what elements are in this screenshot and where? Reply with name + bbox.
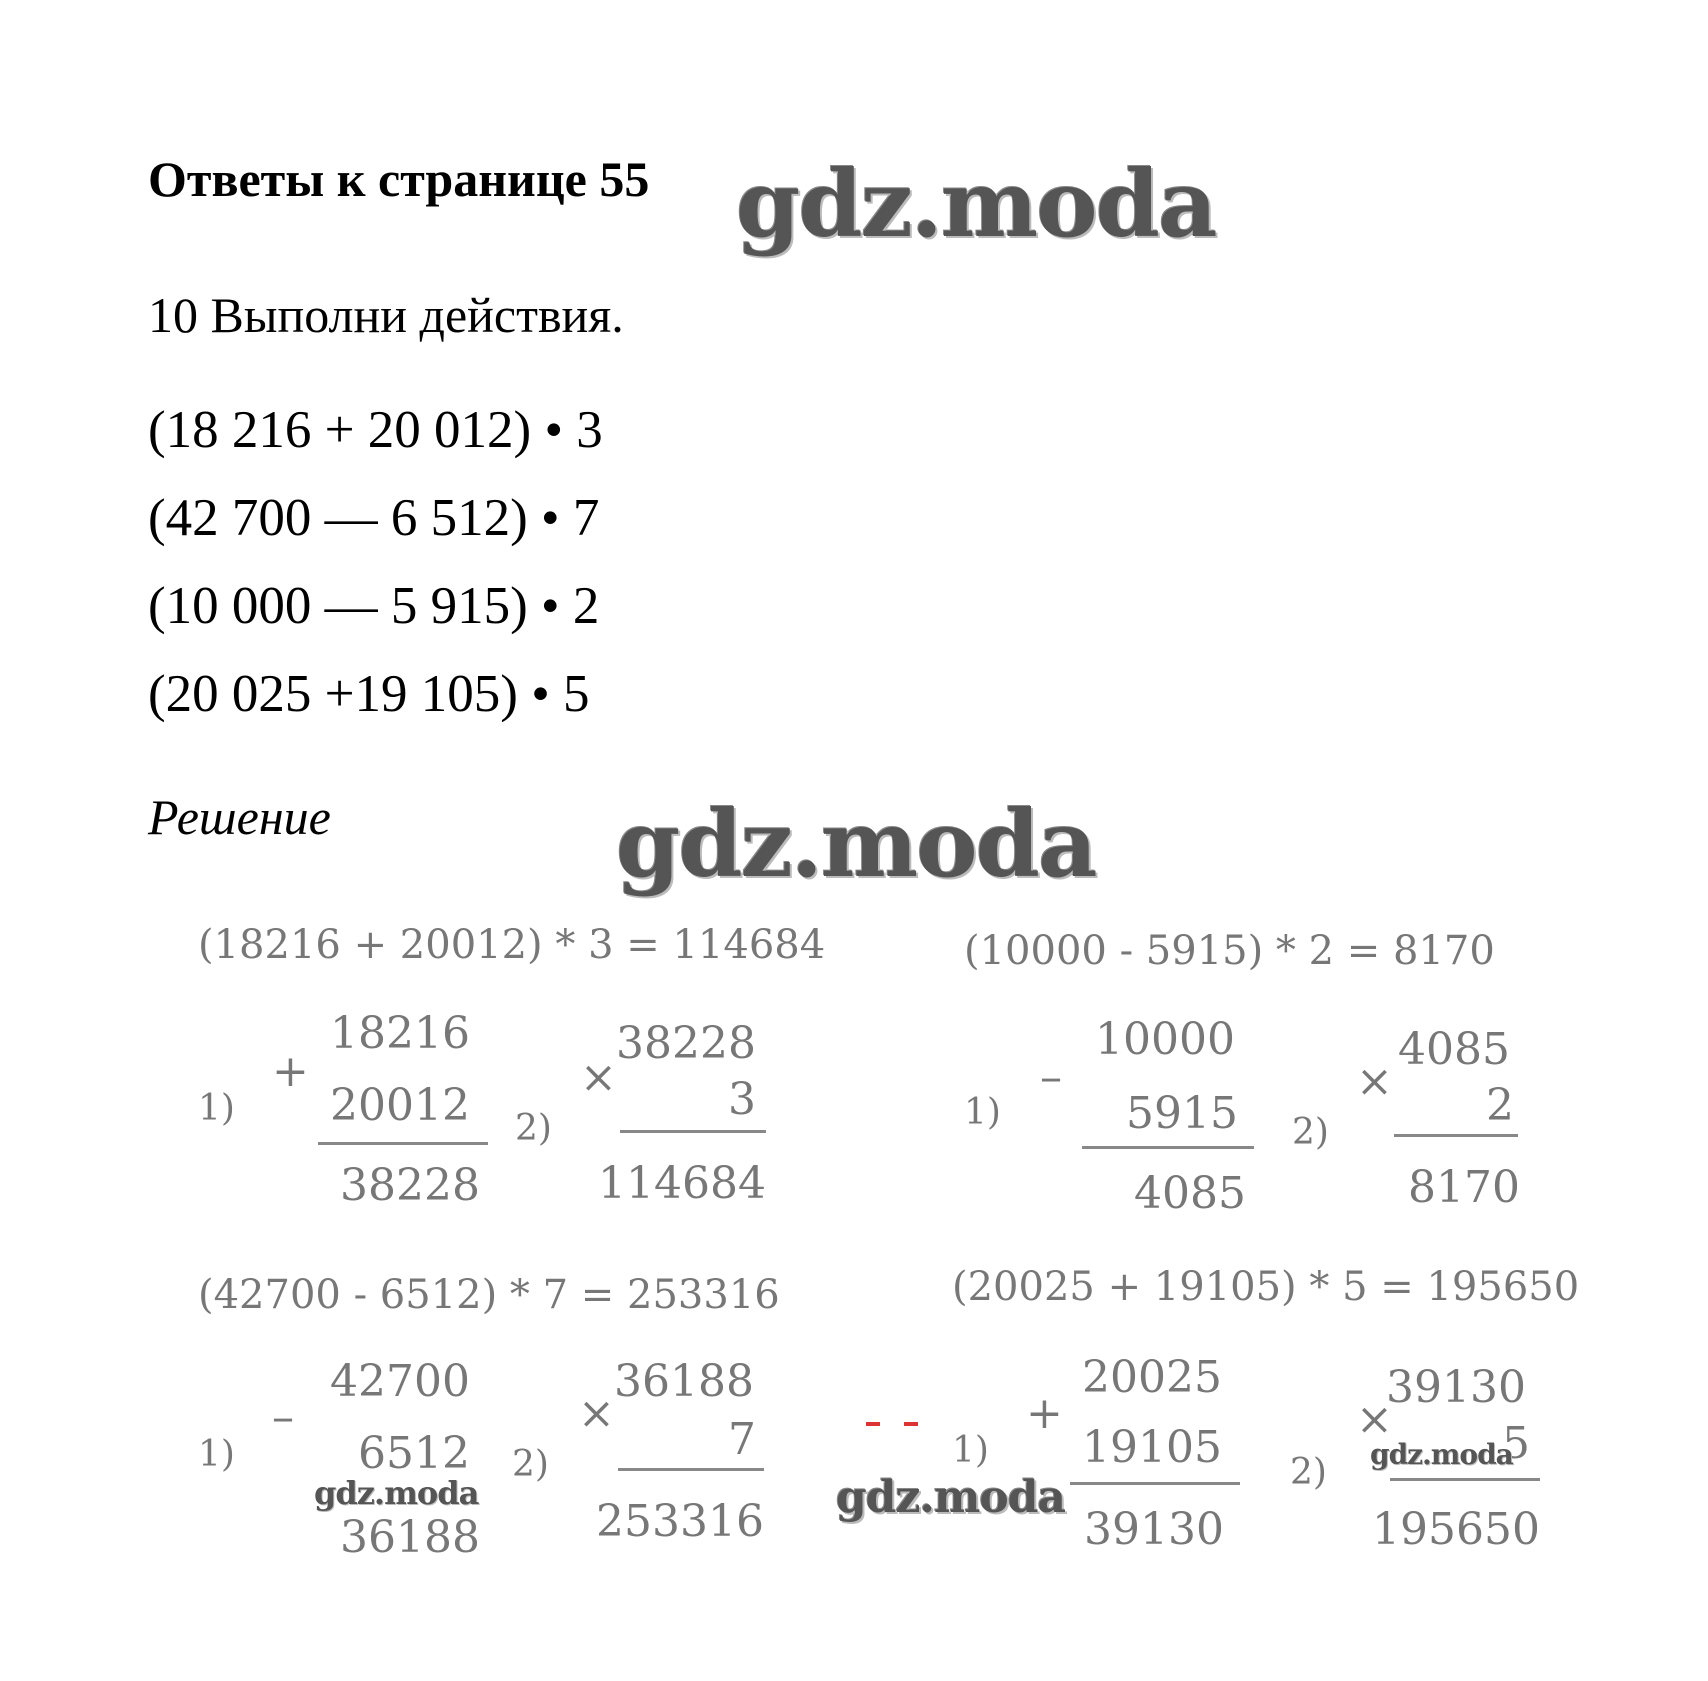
product-line (620, 1130, 766, 1133)
expression-1: (18 216 + 20 012) • 3 (148, 401, 603, 459)
operand-bottom: 6512 (358, 1428, 470, 1479)
operand-bottom: 5 (1502, 1418, 1530, 1469)
step-label: 1) (964, 1092, 1001, 1133)
operand-top: 42700 (330, 1356, 470, 1407)
expression-3: (10 000 — 5 915) • 2 (148, 577, 600, 635)
product-line (1394, 1134, 1518, 1137)
result: 253316 (596, 1496, 764, 1547)
times-sign: × (580, 1052, 617, 1103)
watermark-logo: gdz.moda (616, 790, 1096, 898)
red-mark (866, 1422, 880, 1426)
watermark-logo: gdz.moda (836, 1472, 1066, 1523)
result: 114684 (598, 1158, 766, 1209)
result: 38228 (340, 1160, 480, 1211)
step-label: 1) (952, 1430, 989, 1471)
operand-bottom: 20012 (330, 1080, 470, 1131)
step-label: 2) (512, 1444, 549, 1485)
times-sign: × (578, 1388, 615, 1439)
page-title: Ответы к странице 55 (148, 151, 650, 207)
operand-top: 20025 (1082, 1352, 1222, 1403)
operand-bottom: 3 (728, 1074, 756, 1125)
equation-line: (18216 + 20012) * 3 = 114684 (198, 922, 826, 968)
operand-bottom: 7 (728, 1414, 756, 1465)
operand-top: 36188 (614, 1356, 754, 1407)
operand-bottom: 2 (1486, 1080, 1514, 1131)
solution-label: Решение (148, 789, 331, 845)
step-label: 1) (198, 1088, 235, 1129)
result: 39130 (1084, 1504, 1224, 1555)
watermark-logo: gdz.moda (314, 1474, 479, 1512)
equation-line: (10000 - 5915) * 2 = 8170 (964, 928, 1495, 974)
operand-top: 10000 (1095, 1014, 1235, 1065)
step-label: 2) (515, 1108, 552, 1149)
result: 195650 (1372, 1504, 1540, 1555)
minus-sign: – (272, 1392, 294, 1443)
times-sign: × (1356, 1394, 1393, 1445)
expression-2: (42 700 — 6 512) • 7 (148, 489, 600, 547)
watermark-logo: gdz.moda (1370, 1438, 1513, 1471)
operand-bottom: 5915 (1126, 1088, 1238, 1139)
task-statement: 10 Выполни действия. (148, 287, 624, 343)
result: 4085 (1134, 1168, 1246, 1219)
watermark-logo: gdz.moda (736, 150, 1216, 258)
plus-sign: + (272, 1046, 309, 1097)
equation-line: (20025 + 19105) * 5 = 195650 (952, 1264, 1580, 1310)
plus-sign: + (1026, 1388, 1063, 1439)
product-line (1390, 1478, 1540, 1481)
operand-top: 39130 (1386, 1362, 1526, 1413)
times-sign: × (1356, 1056, 1393, 1107)
product-line (618, 1468, 764, 1471)
step-label: 1) (198, 1434, 235, 1475)
step-label: 2) (1292, 1112, 1329, 1153)
operand-top: 4085 (1398, 1024, 1510, 1075)
red-mark (904, 1422, 918, 1426)
sum-line (1070, 1482, 1240, 1485)
operand-top: 38228 (616, 1018, 756, 1069)
difference-line (1082, 1146, 1254, 1149)
expression-4: (20 025 +19 105) • 5 (148, 665, 590, 723)
equation-line: (42700 - 6512) * 7 = 253316 (198, 1272, 780, 1318)
result: 36188 (340, 1512, 480, 1563)
sum-line (318, 1142, 488, 1145)
operand-top: 18216 (330, 1008, 470, 1059)
result: 8170 (1408, 1162, 1520, 1213)
step-label: 2) (1290, 1452, 1327, 1493)
operand-bottom: 19105 (1082, 1422, 1222, 1473)
minus-sign: – (1040, 1052, 1062, 1103)
